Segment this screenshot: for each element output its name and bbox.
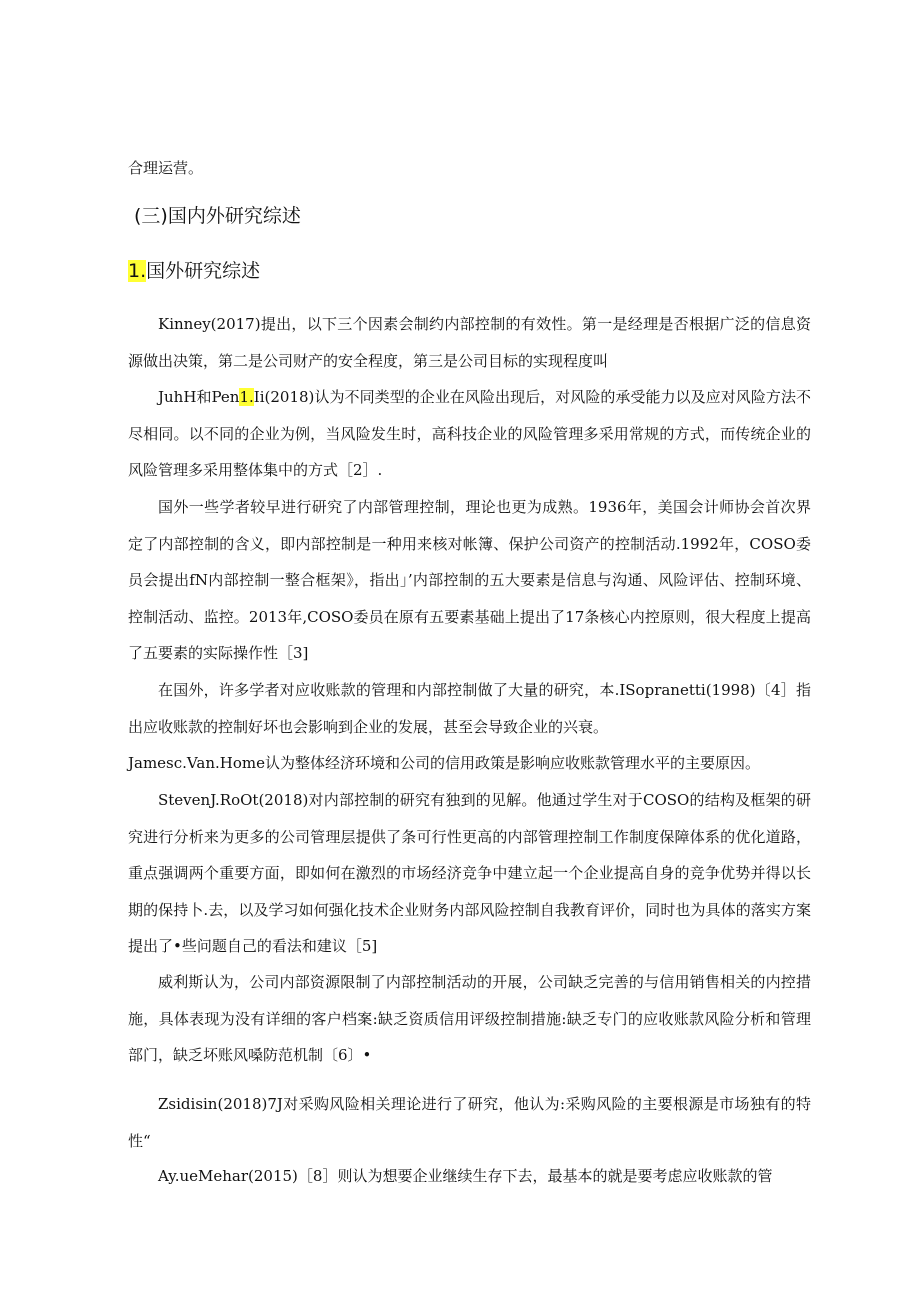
paragraph-isopranetti: 在国外，许多学者对应收账款的管理和内部控制做了大量的研究，本.ISopranetti(1998)〔4］指出应收账款的控制好坏也会影响到企业的发展，甚至会导致企业的兴衰。	[128, 681, 811, 736]
paragraph-juhh-part-a: JuhH和Pen	[158, 388, 240, 406]
paragraph-zsidisin: Zsidisin(2018)7J对采购风险相关理论进行了研究，他认为:采购风险的主要根源是市场独有的特性“	[128, 1095, 811, 1150]
paragraph-steven-root: StevenJ.RoOt(2018)对内部控制的研究有独到的见解。他通过学生对于COSO的结构及框架的研究进行分析来为更多的公司管理层提供了条可行性更高的内部管理控制工作制度保障体系的优化道路，重点强调两个重要方面，即如何在激烈的市场经济竞争中建立起一个企业提高自身的竞争优势并得以长期的保持卜.去，以及学习如何强化技术企业财务内部风险控制自我教育评价，同时也为具体的落实方案提出了•些问题自己的看法和建议［5]	[128, 791, 811, 955]
subsection-number: 1.	[128, 260, 147, 282]
highlighted-text: 1.	[239, 388, 254, 406]
paragraph-willis: 威利斯认为，公司内部资源限制了内部控制活动的开展，公司缺乏完善的与信用销售相关的内控措施，具体表现为没有详细的客户档案:缺乏资质信用评级控制措施:缺乏专门的应收账款风险分析和管理部门，缺乏坏账风嗓防范机制〔6〕•	[128, 973, 811, 1064]
paragraph-coso: 国外一些学者较早进行研究了内部管理控制，理论也更为成熟。1936年，美国会计师协会首次界定了内部控制的含义，即内部控制是一种用来核对帐簿、保护公司资产的控制活动.1992年，COSO委员会提出fN内部控制一整合框架》，指出」’内部控制的五大要素是信息与沟通、风险评估、控制环境、控制活动、监控。2013年,COSO委员在原有五要素基础上提出了17条核心内控原则，很大程度上提高了五要素的实际操作性［3]	[128, 498, 811, 662]
paragraph-james-van-home: Jamesc.Van.Home认为整体经济环境和公司的信用政策是影响应收账款管理水平的主要原因。	[128, 754, 760, 772]
subsection-heading	[128, 257, 260, 285]
paragraph-juhh-part-b: Ii(2018)认为不同类型的企业在风险出现后，对风险的承受能力以及应对风险方法不尽相同。以不同的企业为例，当风险发生时，高科技企业的风险管理多采用常规的方式，而传统企业的风险管理多采用整体集中的方式［2］.	[128, 388, 812, 479]
paragraph-kinney: Kinney(2017)提出，以下三个因素会制约内部控制的有效性。第一是经理是否根据广泛的信息资源做出决策，第二是公司财产的安全程度，第三是公司目标的实现程度叫	[128, 315, 811, 370]
intro-tail-text: 合理运营。	[128, 159, 204, 177]
paragraph-juhh	[128, 379, 811, 489]
paragraph-mehar: Ay.ueMehar(2015)［8］则认为想要企业继续生存下去，最基本的就是要考虑应收账款的管	[158, 1167, 773, 1185]
subsection-title: 国外研究综述	[146, 260, 261, 282]
section-heading: (三)国内外研究综述	[134, 205, 301, 227]
